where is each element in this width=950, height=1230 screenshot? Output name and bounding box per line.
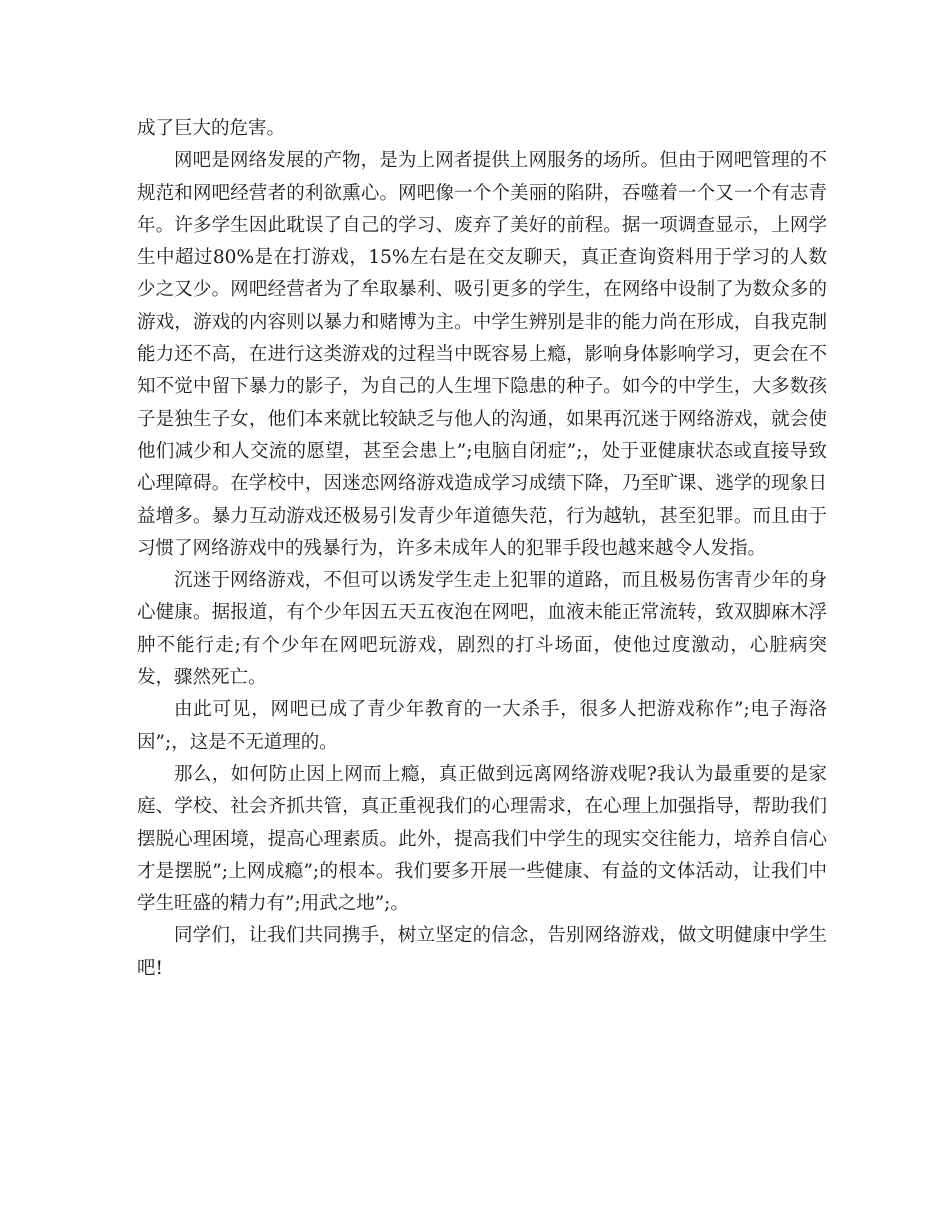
paragraph-health-harm: 沉迷于网络游戏，不但可以诱发学生走上犯罪的道路，而且极易伤害青少年的身心健康。据报道，有个少年因五天五夜泡在网吧，血液未能正常流转，致双脚麻木浮肿不能行走;有个少年在网吧玩游戏，剧烈的打斗场面，使他过度激动，心脏病突发，骤然死亡。 (137, 570, 827, 689)
paragraph-internet-cafe: 网吧是网络发展的产物，是为上网者提供上网服务的场所。但由于网吧管理的不规范和网吧经营者的利欲熏心。网吧像一个个美丽的陷阱，吞噬着一个又一个有志青年。许多学生因此耽误了自己的学习、废弃了美好的前程。据一项调查显示，上网学生中超过80%是在打游戏，15%左右是在交友聊天，真正查询资料用于学习的人数少之又少。网吧经营者为了牟取暴利、吸引更多的学生，在网络中设制了为数众多的游戏，游戏的内容则以暴力和赌博为主。中学生辨别是非的能力尚在形成，自我克制能力还不高，在进行这类游戏的过程当中既容易上瘾，影响身体影响学习，更会在不知不觉中留下暴力的影子，为自己的人生埋下隐患的种子。如今的中学生，大多数孩子是独生子女，他们本来就比较缺乏与他人的沟通，如果再沉迷于网络游戏，就会使他们减少和人交流的愿望，甚至会患上”;电脑自闭症”;，处于亚健康状态或直接导致心理障碍。在学校中，因迷恋网络游戏造成学习成绩下降，乃至旷课、逃学的现象日益增多。暴力互动游戏还极易引发青少年道德失范，行为越轨，甚至犯罪。而且由于习惯了网络游戏中的残暴行为，许多未成年人的犯罪手段也越来越令人发指。 (137, 150, 827, 559)
document-body (137, 113, 827, 985)
paragraph-continuation: 成了巨大的危害。 (137, 118, 286, 139)
paragraph-electronic-heroin: 由此可见，网吧已成了青少年教育的一大杀手，很多人把游戏称作”;电子海洛因”;，这是不无道理的。 (137, 699, 827, 753)
paragraph-closing: 同学们，让我们共同携手，树立坚定的信念，告别网络游戏，做文明健康中学生吧! (137, 925, 827, 979)
paragraph-prevention: 那么，如何防止因上网而上瘾，真正做到远离网络游戏呢?我认为最重要的是家庭、学校、社会齐抓共管，真正重视我们的心理需求，在心理上加强指导，帮助我们摆脱心理困境，提高心理素质。此外，提高我们中学生的现实交往能力，培养自信心才是摆脱”;上网成瘾”;的根本。我们要多开展一些健康、有益的文体活动，让我们中学生旺盛的精力有”;用武之地”;。 (137, 763, 827, 915)
